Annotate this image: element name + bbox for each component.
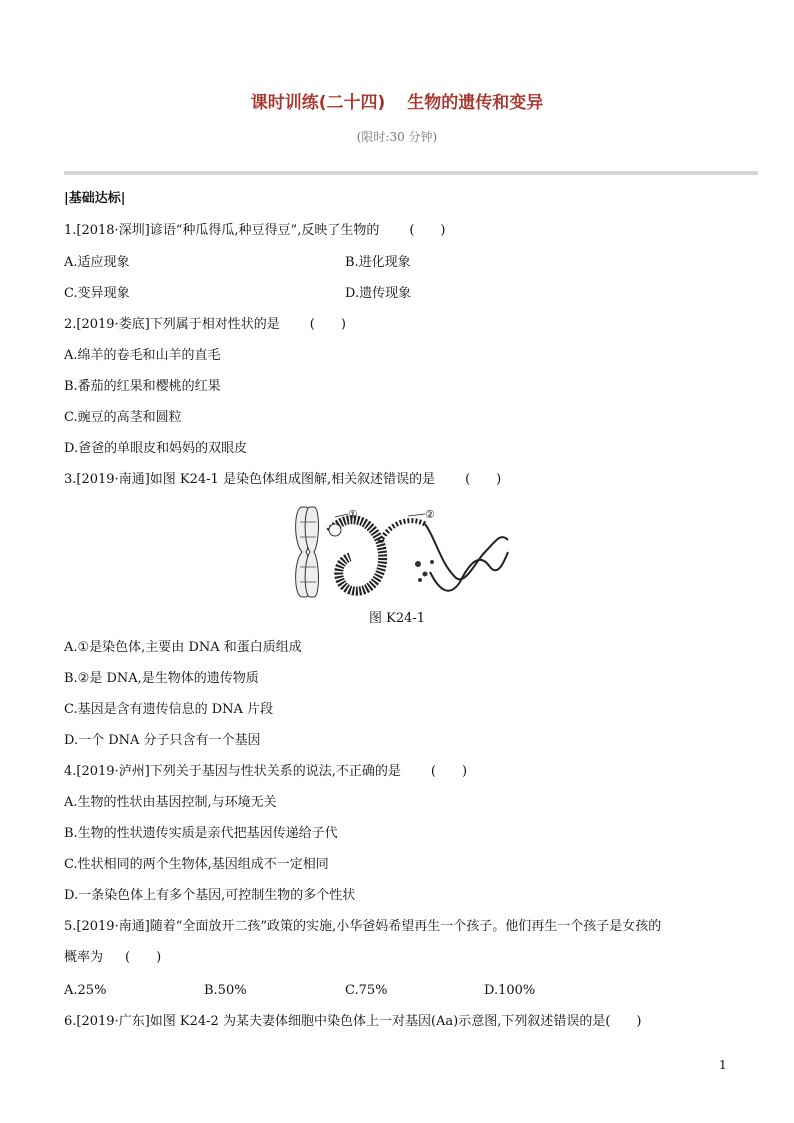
page-title-sub: 生物的遗传和变异 bbox=[407, 93, 544, 113]
chromatin-coil-drawing bbox=[329, 520, 425, 592]
figure-caption: 图 K24-1 bbox=[368, 611, 426, 626]
question-3-option-d: D.一个 DNA 分子只含有一个基因 bbox=[64, 733, 261, 748]
question-3-stem bbox=[64, 471, 501, 489]
question-4-text: 4.[2019·泸州]下列关于基因与性状关系的说法,不正确的是 bbox=[64, 764, 401, 779]
answer-blank: ( ) bbox=[465, 472, 502, 487]
question-1-option-a: A.适应现象 bbox=[64, 255, 130, 270]
question-1-option-c: C.变异现象 bbox=[64, 286, 130, 301]
question-5-stem-line-2 bbox=[64, 949, 161, 967]
page-title bbox=[0, 88, 794, 113]
question-5-option-c: C.75% bbox=[345, 983, 388, 998]
question-2-option-c: C.豌豆的高茎和圆粒 bbox=[64, 410, 182, 425]
answer-blank: ( ) bbox=[125, 950, 162, 965]
time-limit: (限时:30 分钟) bbox=[356, 130, 438, 144]
question-1-option-b: B.进化现象 bbox=[345, 255, 411, 270]
question-2-text: 2.[2019·娄底]下列属于相对性状的是 bbox=[64, 317, 280, 332]
question-3-option-b: B.②是 DNA,是生物体的遗传物质 bbox=[64, 671, 259, 686]
question-5-option-a: A.25% bbox=[64, 983, 107, 998]
question-5-text: 概率为 bbox=[64, 950, 104, 965]
figure-label-2: ② bbox=[425, 508, 435, 521]
question-2-option-b: B.番茄的红果和樱桃的红果 bbox=[64, 379, 221, 394]
label-1-leader bbox=[335, 514, 348, 517]
page-number: 1 bbox=[719, 1058, 727, 1072]
question-1-text: 1.[2018·深圳]谚语“种瓜得瓜,种豆得豆”,反映了生物的 bbox=[64, 223, 380, 238]
header-divider bbox=[64, 171, 758, 175]
question-5-option-d: D.100% bbox=[484, 983, 536, 998]
question-3-option-c: C.基因是含有遗传信息的 DNA 片段 bbox=[64, 702, 274, 717]
question-1-stem bbox=[64, 222, 445, 240]
answer-blank: ( ) bbox=[309, 317, 346, 332]
question-5-stem-line-1: 5.[2019·南通]随着“全面放开二孩”政策的实施,小华爸妈希望再生一个孩子。他们再生一个孩子是女孩的 bbox=[64, 919, 662, 934]
chromosome-diagram bbox=[290, 502, 510, 602]
question-2-option-d: D.爸爸的单眼皮和妈妈的双眼皮 bbox=[64, 441, 248, 456]
question-5-option-b: B.50% bbox=[204, 983, 247, 998]
question-4-stem bbox=[64, 763, 467, 781]
answer-blank: ( ) bbox=[430, 764, 468, 779]
dna-helix-drawing bbox=[415, 524, 508, 591]
question-4-option-d: D.一条染色体上有多个基因,可控制生物的多个性状 bbox=[64, 888, 356, 903]
question-2-option-a: A.绵羊的卷毛和山羊的直毛 bbox=[64, 348, 221, 363]
chromosome-drawing bbox=[296, 507, 319, 597]
question-4-option-b: B.生物的性状遗传实质是亲代把基因传递给子代 bbox=[64, 826, 338, 841]
question-2-stem bbox=[64, 316, 346, 334]
label-2-leader bbox=[408, 514, 425, 516]
question-6-stem: 6.[2019·广东]如图 K24-2 为某夫妻体细胞中染色体上一对基因(Aa)示意图,下列叙述错误的是( ) bbox=[64, 1014, 642, 1029]
section-heading: |基础达标| bbox=[64, 191, 126, 206]
page-title-main: 课时训练(二十四) bbox=[250, 93, 386, 113]
question-3-option-a: A.①是染色体,主要由 DNA 和蛋白质组成 bbox=[64, 640, 302, 655]
figure-label-1: ① bbox=[348, 508, 358, 521]
question-3-text: 3.[2019·南通]如图 K24-1 是染色体组成图解,相关叙述错误的是 bbox=[64, 472, 436, 487]
answer-blank: ( ) bbox=[409, 223, 446, 238]
question-4-option-a: A.生物的性状由基因控制,与环境无关 bbox=[64, 795, 277, 810]
question-1-option-d: D.遗传现象 bbox=[345, 286, 412, 301]
question-4-option-c: C.性状相同的两个生物体,基因组成不一定相同 bbox=[64, 857, 329, 872]
